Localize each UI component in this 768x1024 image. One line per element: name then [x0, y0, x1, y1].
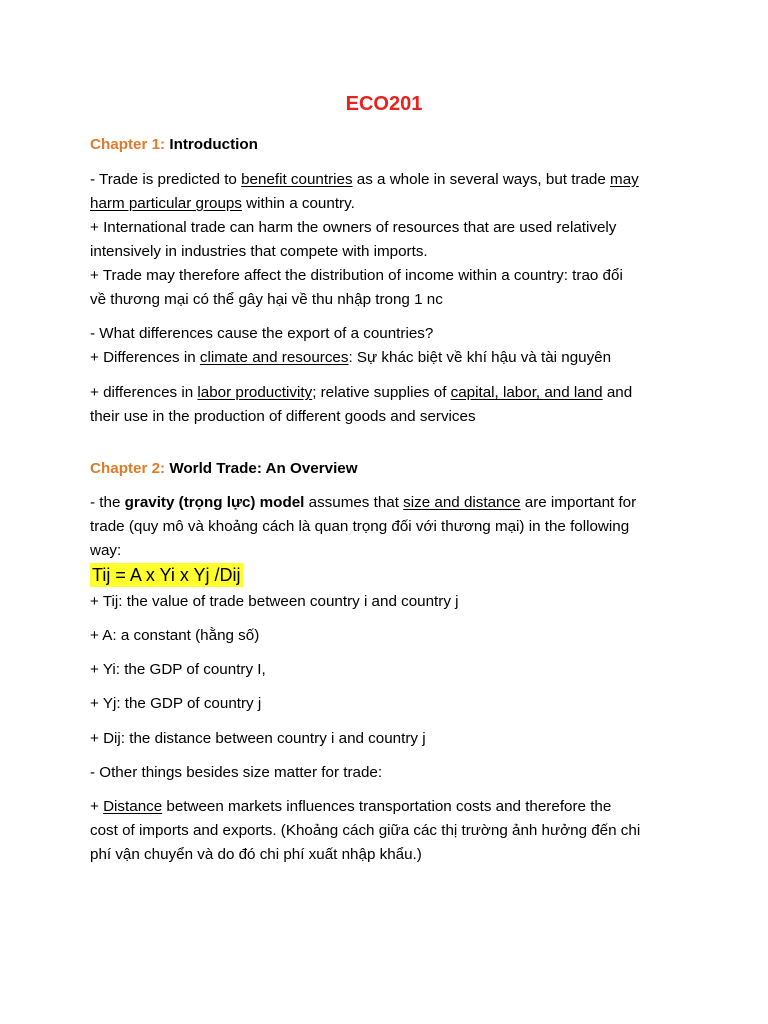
- paragraph-line: - Other things besides size matter for trade:: [90, 764, 383, 781]
- paragraph-line: trade (quy mô và khoảng cách là quan trọng đối với thương mại) in the following: [90, 518, 630, 535]
- paragraph-line: [90, 381, 690, 405]
- underlined-text: may: [610, 171, 639, 188]
- paragraph-line: + Yi: the GDP of country I,: [90, 661, 266, 678]
- chapter-2-label: Chapter 2:: [90, 460, 166, 477]
- bold-text: gravity (trọng lực) model: [124, 494, 305, 511]
- chapter-1-title: Introduction: [169, 136, 258, 153]
- document-title: ECO201: [345, 93, 423, 115]
- paragraph-line: their use in the production of different goods and services: [90, 408, 476, 425]
- text: + differences in: [90, 384, 198, 401]
- text: - the: [90, 494, 125, 511]
- text: within a country.: [241, 195, 355, 212]
- paragraph-line: + Yj: the GDP of country j: [90, 695, 262, 712]
- gravity-formula-highlight: Tij = A x Yi x Yj /Dij: [92, 565, 241, 585]
- text: +: [90, 798, 104, 815]
- underlined-text: climate and resources: [199, 349, 349, 366]
- text: and: [602, 384, 633, 401]
- paragraph-line: phí vận chuyển và do đó chi phí xuất nhập khẩu.): [90, 846, 422, 863]
- paragraph-line: + A: a constant (hằng số): [90, 627, 260, 644]
- text: - Trade is predicted to: [90, 171, 242, 188]
- underlined-text: size and distance: [403, 494, 521, 511]
- underlined-text: Distance: [103, 798, 163, 815]
- paragraph-line: way:: [90, 542, 122, 559]
- chapter-2-title: World Trade: An Overview: [169, 460, 358, 477]
- paragraph-line: về thương mại có thể gây hại về thu nhập trong 1 nc: [90, 291, 443, 308]
- paragraph-line: cost of imports and exports. (Khoảng cách giữa các thị trường ảnh hưởng đến chi: [90, 822, 641, 839]
- paragraph-line: [90, 491, 690, 515]
- paragraph-line: + Tij: the value of trade between country i and country j: [90, 593, 459, 610]
- text: as a whole in several ways, but trade: [352, 171, 611, 188]
- text: : Sự khác biệt về khí hậu và tài nguyên: [348, 349, 612, 366]
- text: between markets influences transportation costs and therefore the: [162, 798, 612, 815]
- paragraph-line: [90, 192, 690, 216]
- paragraph-line: + Trade may therefore affect the distribution of income within a country: trao đổi: [90, 267, 623, 284]
- underlined-text: harm particular groups: [90, 195, 242, 212]
- underlined-text: capital, labor, and land: [450, 384, 603, 401]
- text: are important for: [520, 494, 637, 511]
- paragraph-line: + Dij: the distance between country i and country j: [90, 730, 426, 747]
- chapter-1-label: Chapter 1:: [90, 136, 166, 153]
- paragraph-line: + International trade can harm the owners of resources that are used relatively: [90, 219, 617, 236]
- text: ; relative supplies of: [312, 384, 451, 401]
- paragraph-line: [90, 795, 690, 819]
- paragraph-line: - What differences cause the export of a countries?: [90, 325, 434, 342]
- text: + Differences in: [90, 349, 200, 366]
- chapter-1-heading: [90, 133, 690, 157]
- underlined-text: benefit countries: [241, 171, 353, 188]
- paragraph-line: [90, 346, 690, 370]
- paragraph-line: intensively in industries that compete with imports.: [90, 243, 428, 260]
- text: assumes that: [304, 494, 404, 511]
- paragraph-line: [90, 168, 690, 192]
- chapter-2-heading: [90, 457, 690, 481]
- underlined-text: labor productivity: [197, 384, 313, 401]
